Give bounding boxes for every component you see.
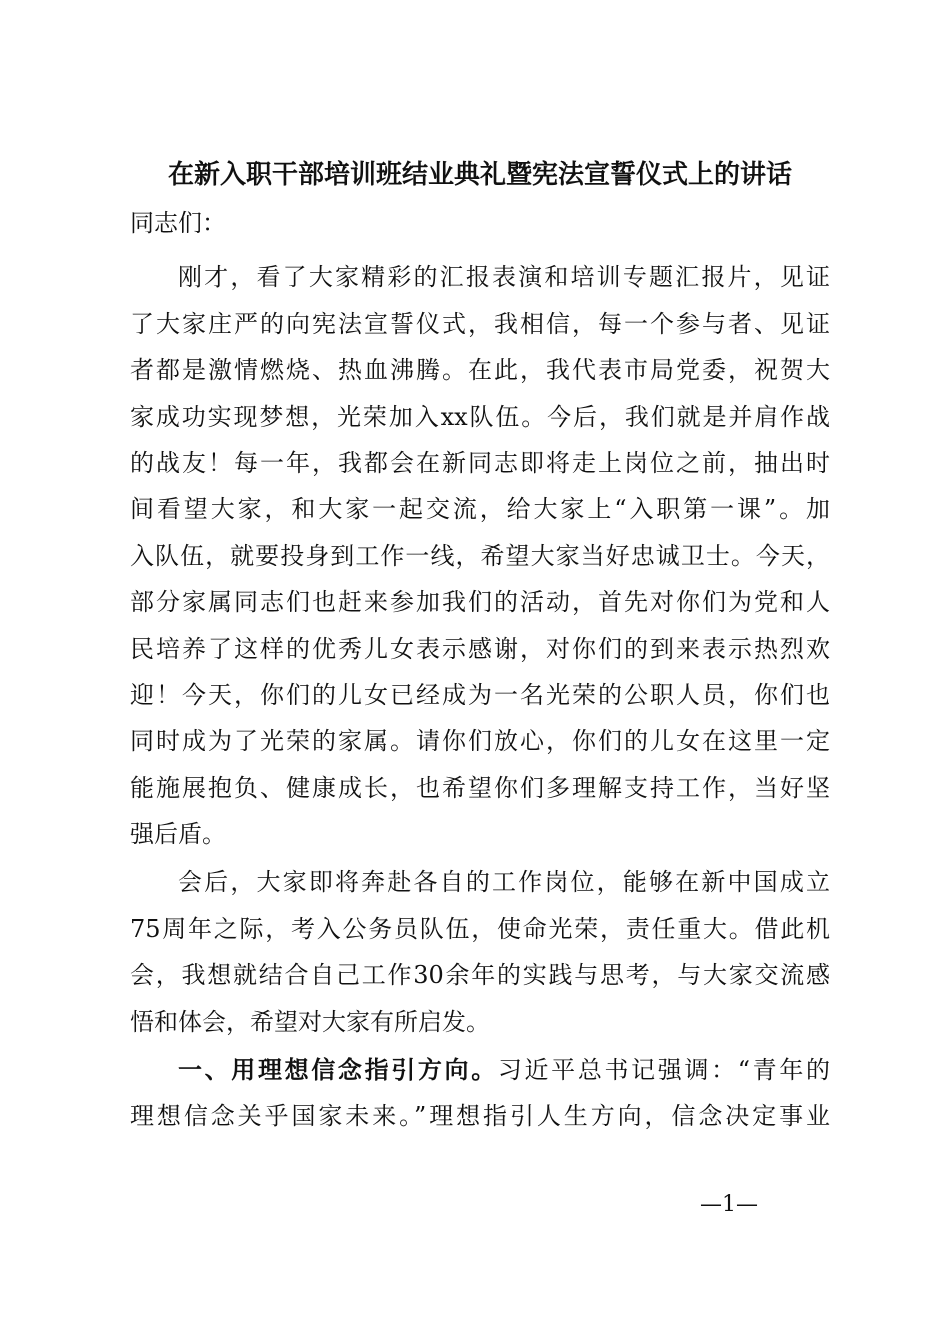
paragraph-line: 会，我想就结合自己工作30余年的实践与思考，与大家交流感	[130, 961, 830, 990]
paragraph-line: 的战友！每一年，我都会在新同志即将走上岗位之前，抽出时	[130, 448, 830, 477]
paragraph-line: 刚才，看了大家精彩的汇报表演和培训专题汇报片，见证	[178, 263, 830, 292]
section-text: 习近平总书记强调：“青年的	[497, 1056, 830, 1085]
paragraph-line: 家成功实现梦想，光荣加入xx队伍。今后，我们就是并肩作战	[130, 402, 830, 431]
section-heading: 一、用理想信念指引方向。	[178, 1055, 498, 1085]
paragraph-line: 理想信念关乎国家未来。”理想指引人生方向，信念决定事业	[130, 1102, 830, 1131]
salutation: 同志们：	[130, 209, 226, 237]
paragraph-line: 间看望大家，和大家一起交流，给大家上“入职第一课”。加	[130, 495, 830, 524]
paragraph-line: 入队伍，就要投身到工作一线，希望大家当好忠诚卫士。今天，	[130, 541, 830, 570]
paragraph-line: 民培养了这样的优秀儿女表示感谢，对你们的到来表示热烈欢	[130, 634, 830, 663]
paragraph-line: 悟和体会，希望对大家有所启发。	[130, 1007, 490, 1036]
paragraph-line: 者都是激情燃烧、热血沸腾。在此，我代表市局党委，祝贺大	[130, 356, 830, 385]
document-body	[130, 200, 830, 1140]
document-title: 在新入职干部培训班结业典礼暨宪法宣誓仪式上的讲话	[167, 160, 792, 190]
paragraph-line: 同时成为了光荣的家属。请你们放心，你们的儿女在这里一定	[130, 727, 830, 756]
paragraph-line: 会后，大家即将奔赴各自的工作岗位，能够在新中国成立	[178, 868, 830, 897]
page-number: —1—	[700, 1192, 758, 1217]
paragraph-line: 能施展抱负、健康成长，也希望你们多理解支持工作，当好坚	[130, 773, 830, 802]
section-heading-line	[130, 1047, 830, 1093]
paragraph-line: 迎！今天，你们的儿女已经成为一名光荣的公职人员，你们也	[130, 680, 830, 709]
paragraph-line: 了大家庄严的向宪法宣誓仪式，我相信，每一个参与者、见证	[130, 309, 830, 338]
paragraph-line: 75周年之际，考入公务员队伍，使命光荣，责任重大。借此机	[130, 914, 830, 943]
paragraph-line: 部分家属同志们也赶来参加我们的活动，首先对你们为党和人	[130, 588, 830, 617]
paragraph-line: 强后盾。	[130, 820, 226, 849]
